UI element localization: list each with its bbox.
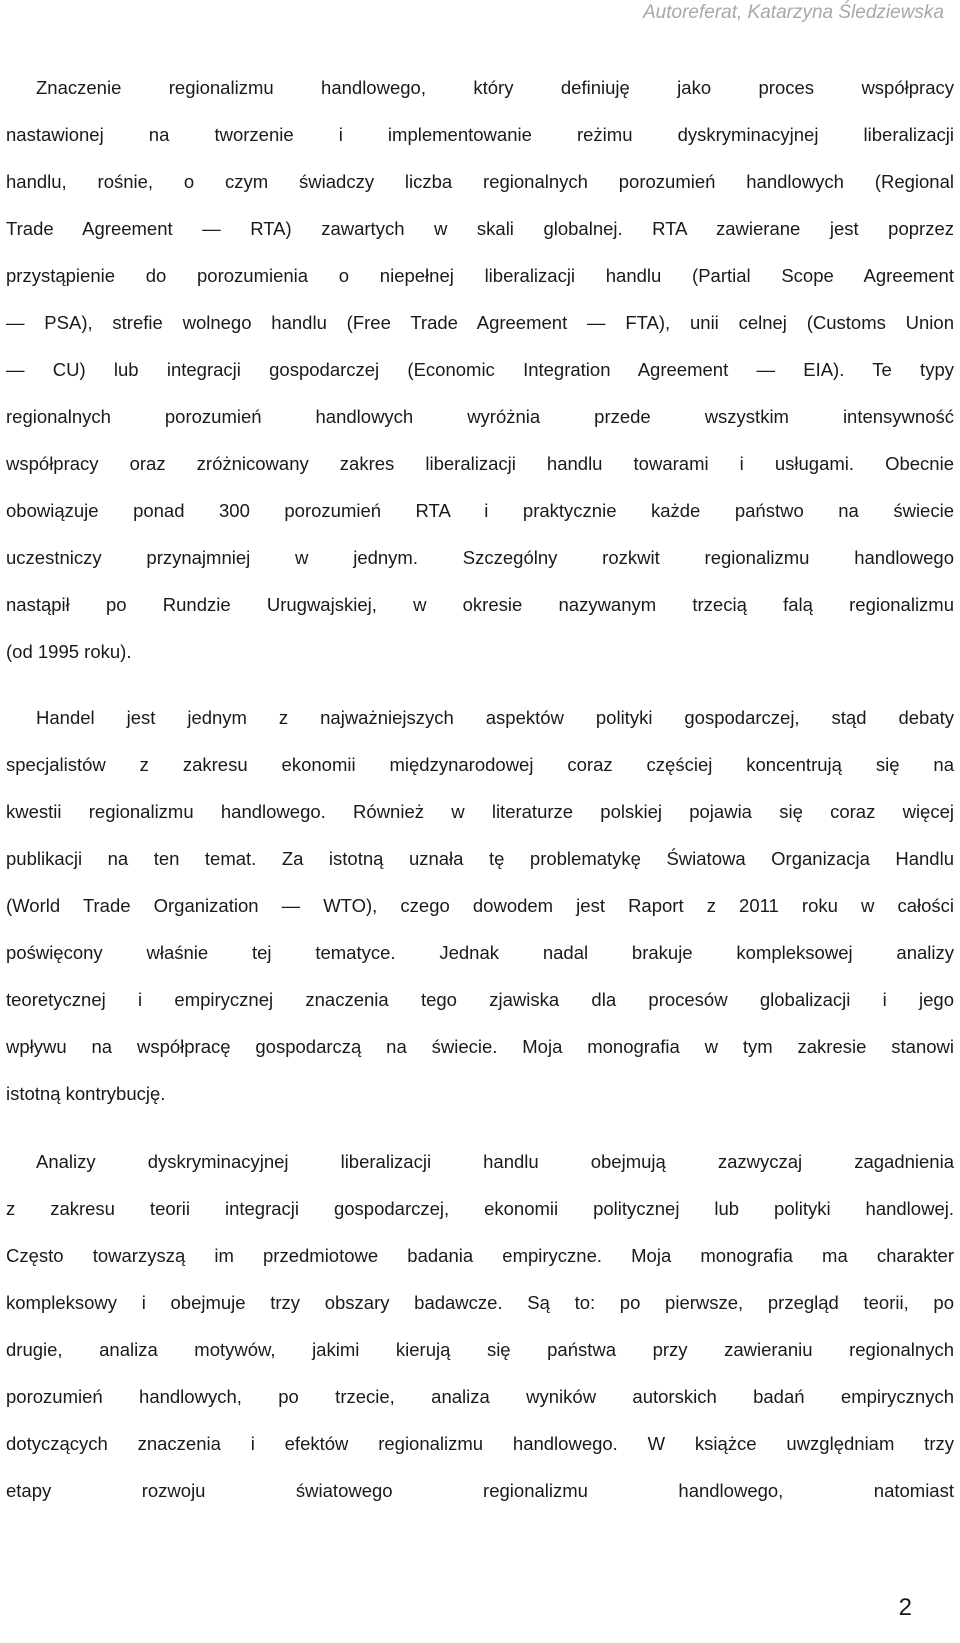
text-line: etapy rozwoju światowego regionalizmu handlowego, natomiast (6, 1480, 954, 1501)
text-line: handlu, rośnie, o czym świadczy liczba regionalnych porozumień handlowych (Regional (6, 171, 954, 192)
text-line: — CU) lub integracji gospodarczej (Economic Integration Agreement — EIA). Te typy (6, 359, 954, 380)
text-line: wpływu na współpracę gospodarczą na świecie. Moja monografia w tym zakresie stanowi (6, 1036, 954, 1057)
text-line: uczestniczy przynajmniej w jednym. Szczególny rozkwit regionalizmu handlowego (6, 547, 954, 568)
text-line: (od 1995 roku). (6, 641, 132, 662)
text-line: publikacji na ten temat. Za istotną uznała tę problematykę Światowa Organizacja Handlu (6, 848, 954, 869)
paragraph-trade-policy (6, 694, 954, 1117)
text-line: Analizy dyskryminacyjnej liberalizacji handlu obejmują zazwyczaj zagadnienia (36, 1151, 954, 1172)
text-line: porozumień handlowych, po trzecie, analiza wyników autorskich badań empirycznych (6, 1386, 954, 1407)
paragraph-regionalism (6, 64, 954, 675)
text-line: Trade Agreement — RTA) zawartych w skali globalnej. RTA zawierane jest poprzez (6, 218, 954, 239)
text-line: dotyczących znaczenia i efektów regionalizmu handlowego. W książce uwzględniam trzy (6, 1433, 954, 1454)
text-line: przystąpienie do porozumienia o niepełnej liberalizacji handlu (Partial Scope Agreement (6, 265, 954, 286)
text-line: istotną kontrybucję. (6, 1083, 166, 1104)
paragraph-analysis (6, 1138, 954, 1514)
text-line: specjalistów z zakresu ekonomii międzynarodowej coraz częściej koncentrują się na (6, 754, 954, 775)
text-line: (World Trade Organization — WTO), czego dowodem jest Raport z 2011 roku w całości (6, 895, 954, 916)
text-line: nastawionej na tworzenie i implementowanie reżimu dyskryminacyjnej liberalizacji (6, 124, 954, 145)
text-line: Handel jest jednym z najważniejszych aspektów polityki gospodarczej, stąd debaty (36, 707, 954, 728)
text-line: poświęcony właśnie tej tematyce. Jednak nadal brakuje kompleksowej analizy (6, 942, 954, 963)
text-line: regionalnych porozumień handlowych wyróżnia przede wszystkim intensywność (6, 406, 954, 427)
text-line: nastąpił po Rundzie Urugwajskiej, w okresie nazywanym trzecią falą regionalizmu (6, 594, 954, 615)
text-line: kwestii regionalizmu handlowego. Również w literaturze polskiej pojawia się coraz więcej (6, 801, 954, 822)
text-line: Często towarzyszą im przedmiotowe badania empiryczne. Moja monografia ma charakter (6, 1245, 954, 1266)
text-line: — PSA), strefie wolnego handlu (Free Trade Agreement — FTA), unii celnej (Customs Union (6, 312, 954, 333)
page-number: 2 (898, 1594, 912, 1621)
text-line: teoretycznej i empirycznej znaczenia tego zjawiska dla procesów globalizacji i jego (6, 989, 954, 1010)
text-line: współpracy oraz zróżnicowany zakres liberalizacji handlu towarami i usługami. Obecnie (6, 453, 954, 474)
text-line: drugie, analiza motywów, jakimi kierują się państwa przy zawieraniu regionalnych (6, 1339, 954, 1360)
text-line: obowiązuje ponad 300 porozumień RTA i praktycznie każde państwo na świecie (6, 500, 954, 521)
text-line: Znaczenie regionalizmu handlowego, który definiuję jako proces współpracy (36, 77, 954, 98)
running-header: Autoreferat, Katarzyna Śledziewska (643, 2, 944, 23)
text-line: z zakresu teorii integracji gospodarczej, ekonomii politycznej lub polityki handlowej. (6, 1198, 954, 1219)
text-line: kompleksowy i obejmuje trzy obszary badawcze. Są to: po pierwsze, przegląd teorii, po (6, 1292, 954, 1313)
